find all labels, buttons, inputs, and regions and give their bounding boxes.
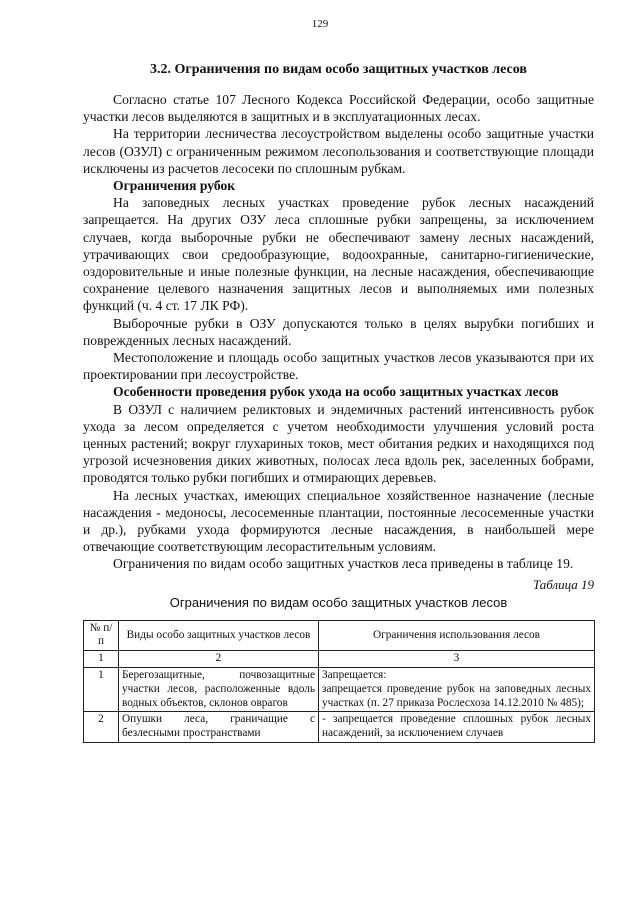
subheading-felling-restrictions: Ограничения рубок: [113, 178, 236, 194]
table-row: [84, 668, 595, 712]
paragraph-care-3: Ограничения по видам особо защитных участков леса приведены в таблице 19.: [113, 556, 574, 572]
row-type: Опушки леса, граничащие с безлесными пространствами: [119, 712, 319, 743]
paragraph-intro-2: На территории лесничества лесоустройством выделены особо защитные участки лесов (ОЗУЛ) с ограниченным режимом лесопользования и соответствующие площади исключены из расчетов лесосеки по сплошным рубкам.: [83, 126, 594, 176]
paragraph-felling-2: Выборочные рубки в ОЗУ допускаются только в целях вырубки погибших и поврежденных лесных насаждений.: [83, 315, 594, 348]
section-title: 3.2. Ограничения по видам особо защитных участков лесов: [150, 62, 527, 77]
row-number: 2: [84, 712, 119, 743]
index-cell: 3: [319, 651, 595, 668]
restrictions-table: [83, 620, 595, 743]
row-number: 1: [84, 668, 119, 712]
restriction-text: - запрещается проведение сплошных рубок лесных насаждений, за исключением случаев: [322, 713, 591, 740]
header-restriction: Ограничения использования лесов: [319, 620, 595, 651]
paragraph-care-2: На лесных участках, имеющих специальное хозяйственное назначение (лесные насаждения - медоносы, лесосеменные плантации, постоянные лесосеменные участки и др.), рубками ухода формируются лесные насаждения, в наибольшей мере отвечающие соответствующим лесорастительным условиям.: [83, 487, 594, 555]
row-type: Берегозащитные, почвозащитные участки лесов, расположенные вдоль водных объектов, склонов оврагов: [119, 668, 319, 712]
row-restriction: [319, 712, 595, 743]
document-body: [83, 62, 594, 743]
table-index-row: [84, 651, 595, 668]
table-label: Таблица 19: [532, 576, 594, 592]
restriction-title: Запрещается:: [322, 669, 387, 682]
paragraph-intro-1: Согласно статье 107 Лесного Кодекса Российской Федерации, особо защитные участки лесов выделяются в защитных и в эксплуатационных лесах.: [83, 92, 594, 125]
table-header-row: [84, 620, 595, 651]
header-number: № п/п: [84, 620, 119, 651]
page-number: 129: [311, 18, 329, 30]
paragraph-felling-1: На заповедных лесных участках проведение рубок лесных насаждений запрещается. На других ОЗУ леса сплошные рубки запрещены, за исключением случаев, когда выборочные рубки не обеспечивают замену лесных насаждений, утрачивающих свои средообразующие, водоохранные, санитарно-гигиенические, оздоровительные и иные полезные функции, на лесные насаждения, обеспечивающие сохранение целевого назначения защитных лесов и выполняемых ими полезных функций (ч. 4 ст. 17 ЛК РФ).: [83, 195, 594, 314]
subheading-care-felling: Особенности проведения рубок ухода на особо защитных участках лесов: [113, 384, 559, 400]
table-row: [84, 712, 595, 743]
table-title: Ограничения по видам особо защитных участков лесов: [169, 594, 508, 610]
row-restriction: [319, 668, 595, 712]
paragraph-felling-3: Местоположение и площадь особо защитных участков лесов указываются при их проектировании при лесоустройстве.: [83, 350, 594, 383]
index-cell: 1: [84, 651, 119, 668]
restriction-text: запрещается проведение рубок на заповедных лесных участках (п. 27 приказа Рослесхоза 14.12.2010 № 485);: [322, 682, 591, 709]
header-type: Виды особо защитных участков лесов: [119, 620, 319, 651]
index-cell: 2: [119, 651, 319, 668]
paragraph-care-1: В ОЗУЛ с наличием реликтовых и эндемичных растений интенсивность рубок ухода за лесом определяется с учетом необходимости улучшения условий роста ценных растений; вокруг глухариных токов, мест обитания редких и находящихся под угрозой исчезновения диких животных, полосах леса вдоль рек, заселенных бобрами, проводятся только рубки погибших и отмирающих деревьев.: [83, 401, 594, 486]
